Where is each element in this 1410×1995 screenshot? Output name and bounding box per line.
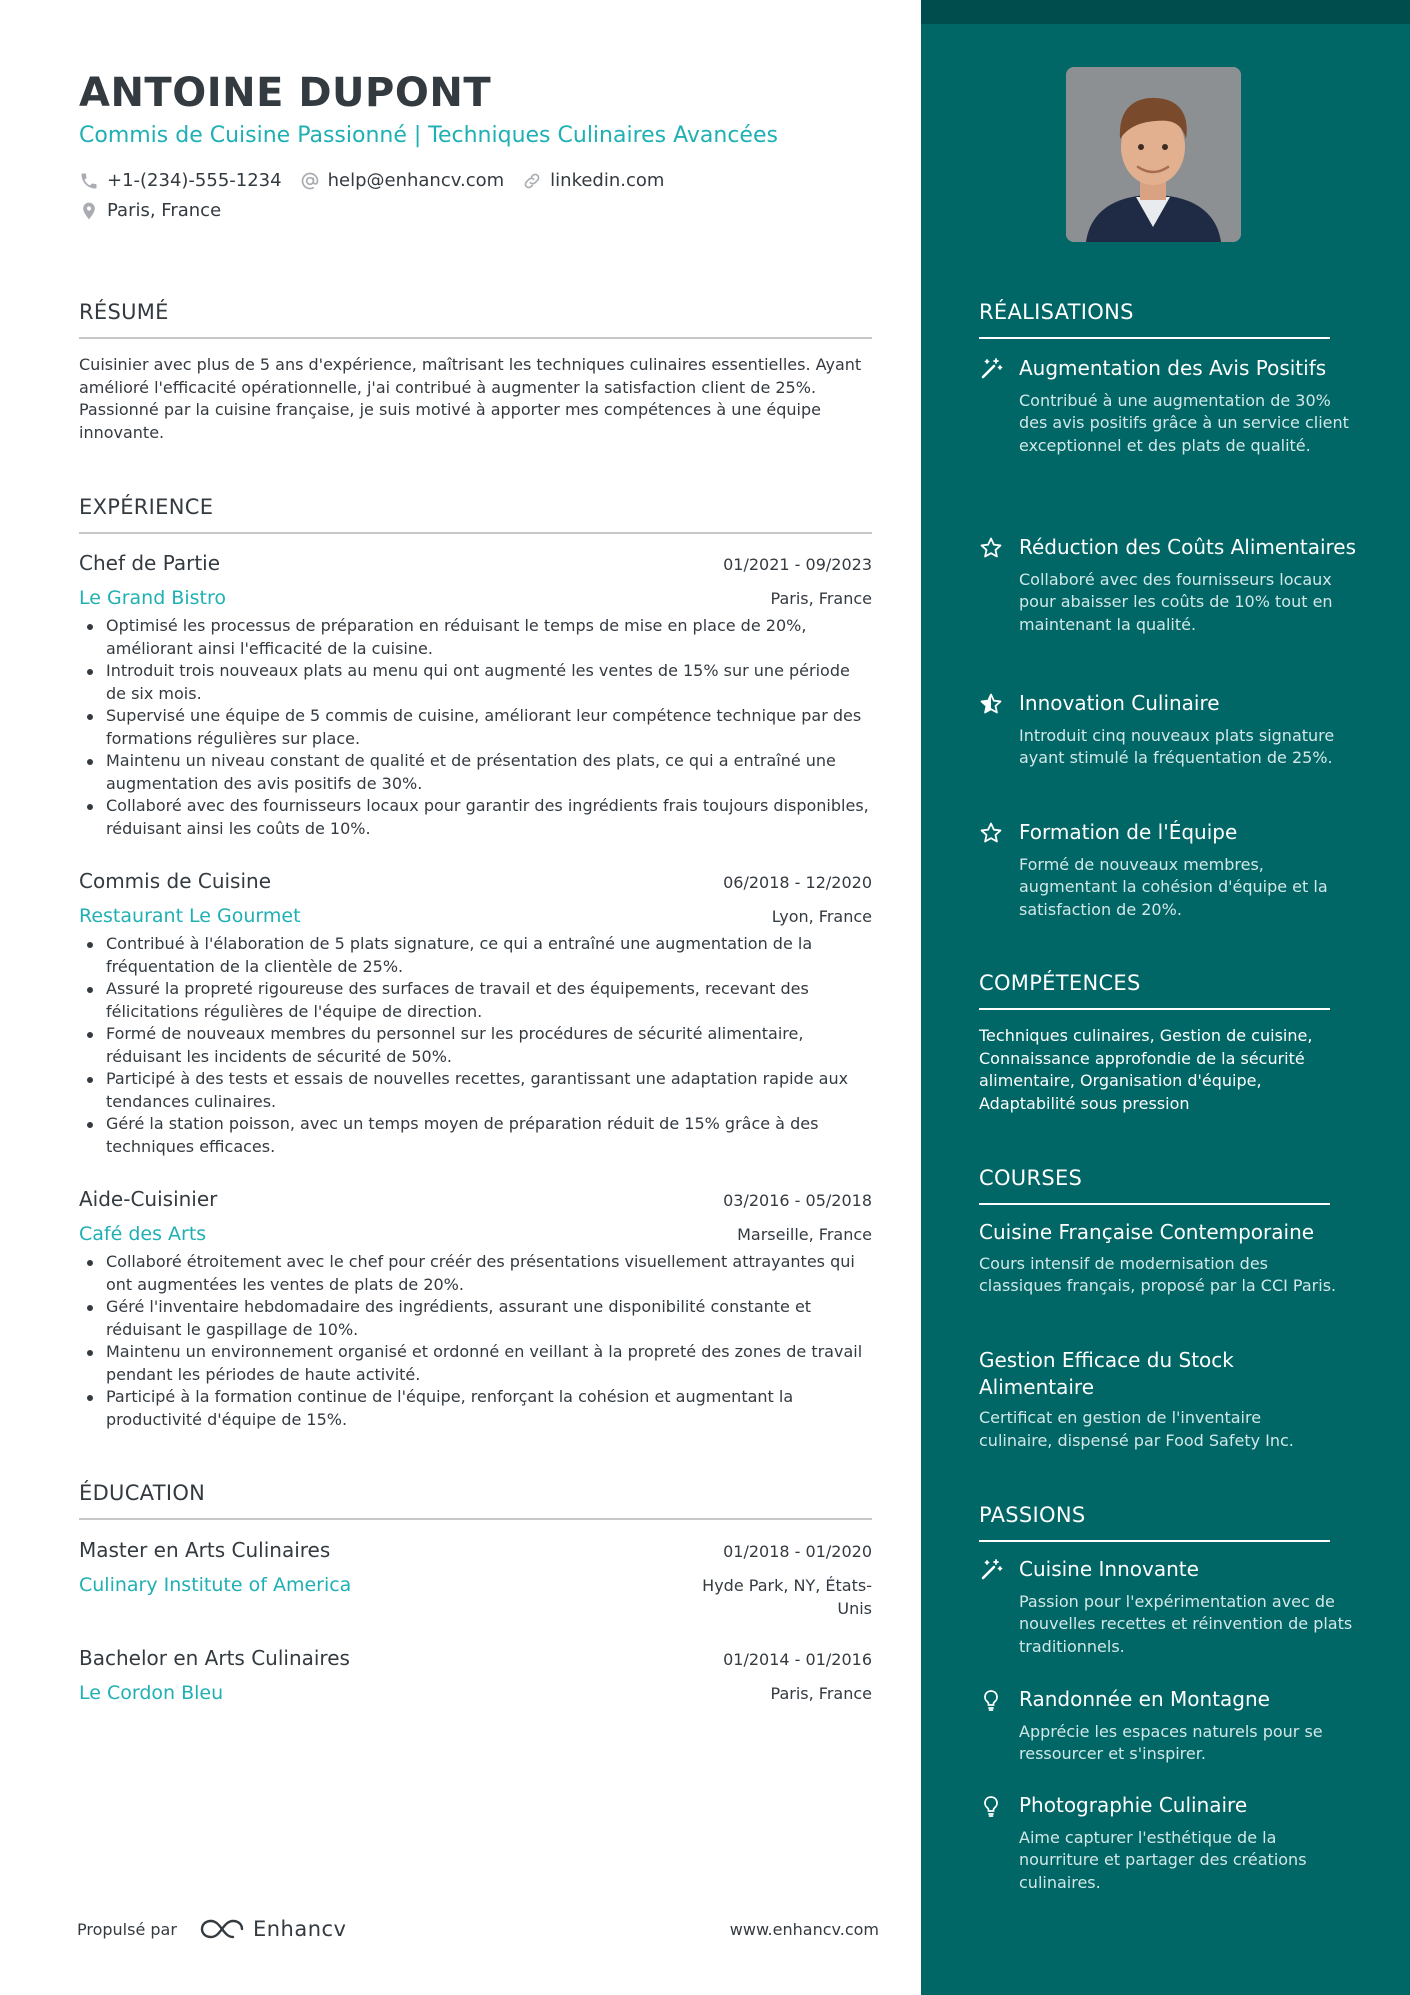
education-heading: ÉDUCATION xyxy=(79,1481,872,1520)
enhancv-mark-icon xyxy=(199,1917,245,1941)
sidebar xyxy=(921,0,1410,1995)
job-location: Marseille, France xyxy=(737,1225,872,1244)
passion-item xyxy=(979,1792,1359,1894)
footer xyxy=(77,1917,879,1941)
education-school: Le Cordon Bleu xyxy=(79,1682,224,1704)
footer-url[interactable]: www.enhancv.com xyxy=(729,1919,879,1939)
achievements-heading: RÉALISATIONS xyxy=(979,300,1330,339)
education-degree: Master en Arts Culinaires xyxy=(79,1538,331,1562)
passions-heading: PASSIONS xyxy=(979,1503,1330,1542)
education-location: Paris, France xyxy=(770,1684,872,1703)
job-dates: 03/2016 - 05/2018 xyxy=(723,1191,872,1210)
candidate-headline: Commis de Cuisine Passionné | Techniques Culinaires Avancées xyxy=(79,123,778,148)
bullet: Assuré la propreté rigoureuse des surfaces de travail et des équipements, recevant des félicitations régulières de l'équipe de direction. xyxy=(79,978,872,1023)
achievement-item xyxy=(979,355,1359,457)
education-degree: Bachelor en Arts Culinaires xyxy=(79,1646,350,1670)
achievement-item xyxy=(979,690,1359,770)
achievement-desc: Collaboré avec des fournisseurs locaux pour abaisser les coûts de 10% tout en maintenant la qualité. xyxy=(1019,569,1333,634)
job-role: Chef de Partie xyxy=(79,551,221,575)
magic-wand-icon xyxy=(979,1558,1003,1582)
contact-row xyxy=(79,170,682,191)
contact-email[interactable] xyxy=(300,170,505,191)
education-entry xyxy=(79,1646,872,1704)
bullet: Optimisé les processus de préparation en réduisant le temps de mise en place de 20%, améliorant ainsi l'efficacité de la cuisine. xyxy=(79,615,872,660)
lightbulb-icon xyxy=(979,1794,1003,1818)
bullet: Participé à la formation continue de l'équipe, renforçant la cohésion et augmentant la productivité d'équipe de 15%. xyxy=(79,1386,872,1431)
bullet: Maintenu un environnement organisé et ordonné en veillant à la propreté des zones de travail pendant les périodes de haute activité. xyxy=(79,1341,872,1386)
contact-location xyxy=(79,200,221,221)
enhancv-logo[interactable] xyxy=(199,1917,347,1941)
job-location: Paris, France xyxy=(770,589,872,608)
bullet: Collaboré avec des fournisseurs locaux pour garantir des ingrédients frais toujours disponibles, réduisant ainsi les coûts de 10%. xyxy=(79,795,872,840)
education-school: Culinary Institute of America xyxy=(79,1574,352,1596)
skills-heading: COMPÉTENCES xyxy=(979,971,1330,1010)
job-dates: 06/2018 - 12/2020 xyxy=(723,873,872,892)
profile-photo xyxy=(1066,67,1241,242)
job-role: Aide-Cuisinier xyxy=(79,1187,218,1211)
candidate-name: ANTOINE DUPONT xyxy=(79,70,492,116)
job-location: Lyon, France xyxy=(771,907,872,926)
job-role: Commis de Cuisine xyxy=(79,869,272,893)
job-company: Le Grand Bistro xyxy=(79,587,226,609)
lightbulb-icon xyxy=(979,1688,1003,1712)
powered-by-label: Propulsé par xyxy=(77,1919,177,1939)
avatar-portrait-icon xyxy=(1066,67,1241,242)
bullet: Participé à des tests et essais de nouvelles recettes, garantissant une adaptation rapide aux tendances culinaires. xyxy=(79,1068,872,1113)
bullet: Formé de nouveaux membres du personnel sur les procédures de sécurité alimentaire, réduisant les incidents de sécurité de 50%. xyxy=(79,1023,872,1068)
achievement-title: Formation de l'Équipe xyxy=(1019,820,1238,844)
course-title: Cuisine Française Contemporaine xyxy=(979,1220,1315,1244)
link-icon xyxy=(522,171,542,191)
education-dates: 01/2014 - 01/2016 xyxy=(723,1650,872,1669)
course-item xyxy=(979,1347,1339,1452)
star-icon xyxy=(979,536,1003,560)
summary-heading: RÉSUMÉ xyxy=(79,300,872,339)
passion-desc: Passion pour l'expérimentation avec de nouvelles recettes et réinvention de plats traditionnels. xyxy=(1019,1591,1353,1656)
half-star-icon xyxy=(979,692,1003,716)
job-company: Restaurant Le Gourmet xyxy=(79,905,301,927)
achievement-item xyxy=(979,819,1359,921)
bullet: Géré la station poisson, avec un temps moyen de préparation réduit de 15% grâce à des techniques efficaces. xyxy=(79,1113,872,1158)
course-title: Gestion Efficace du Stock Alimentaire xyxy=(979,1348,1234,1399)
achievement-desc: Introduit cinq nouveaux plats signature ayant stimulé la fréquentation de 25%. xyxy=(1019,725,1335,767)
achievement-desc: Formé de nouveaux membres, augmentant la cohésion d'équipe et la satisfaction de 20%. xyxy=(1019,854,1328,919)
contact-row-location xyxy=(79,200,239,221)
phone-text: +1-(234)-555-1234 xyxy=(107,170,282,191)
education-location: Hyde Park, NY, États-Unis xyxy=(702,1576,872,1618)
passion-item xyxy=(979,1556,1359,1658)
courses-heading: COURSES xyxy=(979,1166,1330,1205)
brand-name: Enhancv xyxy=(252,1917,347,1941)
course-desc: Cours intensif de modernisation des classiques français, proposé par la CCI Paris. xyxy=(979,1253,1337,1295)
bullet: Géré l'inventaire hebdomadaire des ingrédients, assurant une disponibilité constante et réduisant le gaspillage de 10%. xyxy=(79,1296,872,1341)
job-dates: 01/2021 - 09/2023 xyxy=(723,555,872,574)
footer-branding xyxy=(77,1917,346,1941)
phone-icon xyxy=(79,171,99,191)
experience-heading: EXPÉRIENCE xyxy=(79,495,872,534)
job-company: Café des Arts xyxy=(79,1223,207,1245)
passion-desc: Aime capturer l'esthétique de la nourriture et partager des créations culinaires. xyxy=(1019,1827,1307,1892)
job-entry xyxy=(79,1187,872,1431)
skills-text: Techniques culinaires, Gestion de cuisine, Connaissance approfondie de la sécurité alimentaire, Organisation d'équipe, Adaptabilité sous pression xyxy=(979,1026,1313,1113)
job-bullets xyxy=(79,615,872,840)
passion-item xyxy=(979,1686,1359,1766)
contact-phone[interactable] xyxy=(79,170,282,191)
bullet: Collaboré étroitement avec le chef pour créér des présentations visuellement attrayantes qui ont augmentées les ventes de plats de 20%. xyxy=(79,1251,872,1296)
location-text: Paris, France xyxy=(107,200,222,221)
bullet: Supervisé une équipe de 5 commis de cuisine, améliorant leur compétence technique par des formations régulières sur place. xyxy=(79,705,872,750)
sidebar-top-band xyxy=(921,0,1410,24)
course-item xyxy=(979,1219,1339,1298)
job-bullets xyxy=(79,933,872,1158)
job-bullets xyxy=(79,1251,872,1431)
bullet: Contribué à l'élaboration de 5 plats signature, ce qui a entraîné une augmentation de la fréquentation de la clientèle de 25%. xyxy=(79,933,872,978)
achievement-desc: Contribué à une augmentation de 30% des avis positifs grâce à un service client exceptionnel et des plats de qualité. xyxy=(1019,390,1349,455)
education-entry xyxy=(79,1538,872,1620)
achievement-title: Réduction des Coûts Alimentaires xyxy=(1019,535,1357,559)
achievement-title: Innovation Culinaire xyxy=(1019,691,1220,715)
bullet: Maintenu un niveau constant de qualité et de présentation des plats, ce qui a entraîné une augmentation des avis positifs de 30%. xyxy=(79,750,872,795)
star-icon xyxy=(979,821,1003,845)
job-entry xyxy=(79,869,872,1158)
bullet: Introduit trois nouveaux plats au menu qui ont augmenté les ventes de 15% sur une période de six mois. xyxy=(79,660,872,705)
passion-title: Photographie Culinaire xyxy=(1019,1793,1248,1817)
summary-text: Cuisinier avec plus de 5 ans d'expérience, maîtrisant les techniques culinaires essentielles. Ayant amélioré l'efficacité opérationnelle, j'ai contribué à augmenter la satisfaction client de 25%. Passionné par la cuisine française, je suis motivé à apporter mes compétences à une équipe innovante. xyxy=(79,355,862,442)
email-text: help@enhancv.com xyxy=(327,170,505,191)
course-desc: Certificat en gestion de l'inventaire culinaire, dispensé par Food Safety Inc. xyxy=(979,1408,1294,1450)
location-pin-icon xyxy=(79,201,99,221)
passion-desc: Apprécie les espaces naturels pour se ressourcer et s'inspirer. xyxy=(1019,1721,1323,1763)
job-entry xyxy=(79,551,872,840)
magic-wand-icon xyxy=(979,357,1003,381)
passion-title: Cuisine Innovante xyxy=(1019,1557,1199,1581)
education-dates: 01/2018 - 01/2020 xyxy=(723,1542,872,1561)
achievement-title: Augmentation des Avis Positifs xyxy=(1019,356,1327,380)
linkedin-text: linkedin.com xyxy=(550,170,665,191)
contact-linkedin[interactable] xyxy=(522,170,664,191)
at-icon xyxy=(300,171,320,191)
passion-title: Randonnée en Montagne xyxy=(1019,1687,1270,1711)
achievement-item xyxy=(979,534,1359,636)
